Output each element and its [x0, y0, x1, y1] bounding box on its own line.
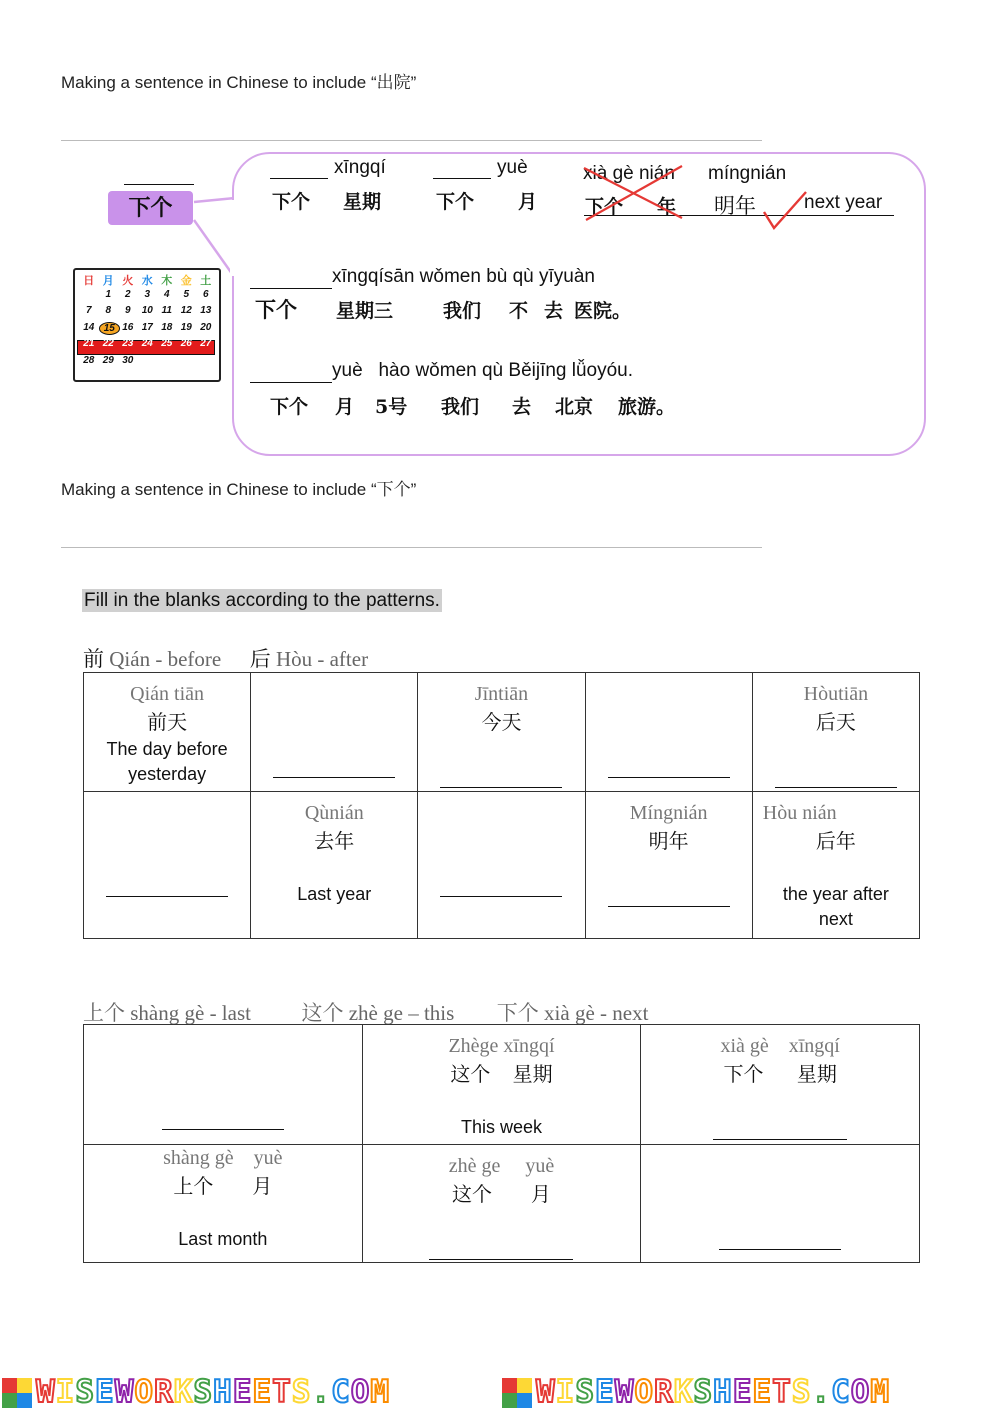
py-row3: yuè hào wǒmen qù Běijīng lǚoyóu. — [332, 360, 634, 381]
zh-row2-bu: 不 — [509, 300, 529, 322]
qian-label: Qián - before — [109, 647, 222, 671]
cell-zh: 这个 月 — [452, 1184, 551, 1206]
cell-blank-shangxingqi[interactable] — [84, 1025, 363, 1145]
blank-line[interactable] — [608, 777, 730, 778]
calendar-day: 13 — [200, 305, 212, 316]
cell-py: Míngnián — [629, 802, 708, 824]
cell-zh: 去年 — [314, 831, 355, 853]
cell-en: yesterday — [128, 764, 207, 784]
xia-char: 下个 — [496, 1001, 539, 1025]
calendar-day: 26 — [180, 338, 192, 349]
calendar-day: 22 — [102, 338, 114, 349]
cell-py: zhè ge yuè — [448, 1155, 555, 1177]
cell-zh: 前天 — [147, 712, 188, 734]
zh-yue: 月 — [518, 191, 538, 213]
calendar-day: 9 — [124, 305, 131, 316]
py-mingnian: míngnián — [708, 163, 787, 184]
blank-line[interactable] — [429, 1259, 573, 1260]
cell-py: xià gè xīngqí — [720, 1035, 840, 1057]
cell-py: Hòu nián — [762, 802, 837, 824]
cell-en: The day before — [106, 739, 228, 759]
cell-qiantian — [84, 673, 251, 792]
cell-en: Last month — [178, 1229, 268, 1249]
blank-line[interactable] — [608, 906, 730, 907]
zh-row2-xingqisan: 星期三 — [336, 300, 394, 322]
bubble-tail-mask — [230, 200, 236, 276]
calendar-weekday: 土 — [200, 275, 212, 287]
calendar-day: 21 — [83, 338, 95, 349]
cell-zh: 这个 星期 — [450, 1064, 553, 1086]
calendar-day: 23 — [122, 338, 134, 349]
hou-label: Hòu - after — [275, 647, 369, 671]
cell-qunian — [251, 792, 418, 939]
instructions-text: Fill in the blanks according to the patterns. — [84, 590, 440, 611]
calendar-day: 20 — [200, 321, 212, 333]
hou-char: 后 — [249, 647, 271, 671]
xiage-tag: 下个 — [108, 191, 193, 225]
watermark-text: WISEWORKSHEETS.COM — [36, 1374, 391, 1410]
blank-line[interactable] — [713, 1139, 847, 1140]
zh-xiage-1: 下个 — [272, 191, 311, 213]
zh-row3-women: 我们 — [441, 396, 480, 418]
answer-line-1[interactable] — [61, 140, 762, 141]
watermark-text: WISEWORKSHEETS.COM — [536, 1374, 891, 1410]
calendar-weekday: 月 — [102, 275, 114, 287]
shang-char: 上个 — [83, 1001, 125, 1025]
cell-en: This week — [460, 1117, 542, 1137]
shang-label: shàng gè - last — [130, 1001, 251, 1025]
cell-houtian — [752, 673, 919, 792]
cell-blank-tomorrow[interactable] — [585, 673, 752, 792]
cell-zh: 上个 月 — [173, 1176, 273, 1198]
cell-shangyue — [84, 1145, 363, 1263]
blank-line[interactable] — [273, 777, 395, 778]
section1-heading — [83, 643, 368, 673]
cell-blank-yesterday[interactable] — [251, 673, 418, 792]
section2-heading — [83, 997, 648, 1027]
calendar-day: 15 — [99, 322, 121, 335]
calendar-day: 24 — [141, 338, 153, 349]
blank-line[interactable] — [719, 1249, 841, 1250]
calendar-day: 27 — [200, 338, 212, 349]
cell-zh: 后天 — [815, 712, 856, 734]
xia-label: xià gè - next — [544, 1001, 649, 1025]
zhe-char: 这个 — [301, 1001, 344, 1025]
wiseworksheets-logo-icon — [2, 1378, 32, 1408]
cell-zh: 下个 星期 — [723, 1064, 837, 1086]
zh-row3-lvyou: 旅游。 — [618, 396, 676, 418]
cell-zheyue — [362, 1145, 641, 1263]
calendar-day: 25 — [161, 338, 173, 349]
calendar-day: 1 — [105, 288, 112, 300]
calendar-day: 2 — [124, 288, 131, 300]
prompt-xiage: Making a sentence in Chinese to include “下个” — [61, 480, 417, 499]
cross-mark-icon — [578, 160, 690, 226]
calendar-day: 5 — [183, 288, 190, 300]
cell-hounian — [752, 792, 919, 939]
calendar-day: 19 — [180, 321, 192, 333]
blank-line[interactable] — [775, 787, 897, 788]
py-xiagenian: xià gè nián — [583, 163, 675, 184]
cell-jintian — [418, 673, 585, 792]
cell-py: shàng gè yuè — [163, 1147, 283, 1169]
calendar-image — [73, 268, 221, 382]
calendar-day: 29 — [102, 354, 114, 366]
zh-xingqi: 星期 — [343, 191, 382, 213]
cell-py: Hòutiān — [803, 683, 869, 705]
zh-row2-yiyuan: 医院。 — [574, 300, 632, 322]
tag-blank[interactable] — [124, 184, 194, 185]
calendar-day: 18 — [161, 321, 173, 333]
calendar-day: 8 — [105, 305, 112, 316]
cell-en: Last year — [297, 884, 372, 904]
calendar-day: 4 — [163, 288, 170, 300]
cell-mingnian — [585, 792, 752, 939]
cell-py: Jīntiān — [474, 683, 529, 705]
py-row2: xīngqísān wǒmen bù qù yīyuàn — [332, 266, 596, 287]
blank-line[interactable] — [440, 896, 562, 897]
cell-xiaxingqi — [641, 1025, 920, 1145]
calendar-day: 30 — [122, 354, 134, 366]
prompt-chuyuan: Making a sentence in Chinese to include “出院” — [61, 73, 417, 92]
en-next-year: next year — [804, 192, 883, 213]
calendar-day: 11 — [161, 305, 172, 316]
cell-zh: 今天 — [481, 712, 522, 734]
calendar-day: 14 — [83, 321, 95, 333]
cell-zh: 明年 — [648, 831, 689, 853]
blank-xingqisan[interactable] — [250, 268, 332, 289]
table-shang-zhe-xia — [83, 1024, 920, 1263]
cell-zh: 后年 — [815, 831, 856, 853]
calendar-weekday: 木 — [161, 275, 173, 287]
calendar-day: 12 — [180, 305, 192, 316]
cell-blank-qiannian[interactable] — [84, 792, 251, 939]
calendar-day: 17 — [141, 321, 153, 333]
cell-py: Qùnián — [304, 802, 364, 824]
table-qian-hou — [83, 672, 920, 939]
zh-row3-qu: 去 — [512, 396, 532, 418]
calendar-day: 10 — [141, 305, 153, 316]
blank-yue[interactable] — [433, 158, 491, 179]
instructions — [82, 590, 442, 612]
py-xingqi: xīngqí — [334, 157, 386, 178]
watermark-footer — [0, 1372, 1000, 1413]
cell-py: Qián tiān — [130, 683, 205, 705]
zh-row3-beijing: 北京 — [555, 396, 594, 418]
blank-line[interactable] — [106, 896, 228, 897]
blank-yue-hao[interactable] — [250, 362, 332, 383]
blank-xingqi[interactable] — [270, 158, 328, 179]
py-yue: yuè — [497, 157, 528, 178]
zh-xiage-2: 下个 — [436, 191, 475, 213]
zh-mingnian: 明年 — [714, 195, 756, 218]
check-mark-icon — [760, 188, 810, 234]
blank-line[interactable] — [440, 787, 562, 788]
zh-row2-xiage: 下个 — [255, 297, 297, 322]
zh-row3-5hao: 5号 — [375, 396, 408, 418]
calendar-grid — [75, 270, 219, 380]
calendar-day: 16 — [122, 321, 134, 333]
qian-char: 前 — [83, 647, 104, 671]
zh-row3-yue: 月 — [335, 396, 355, 418]
cell-blank-jinnian[interactable] — [418, 792, 585, 939]
cell-en: next — [818, 909, 853, 929]
wiseworksheets-logo-icon — [502, 1378, 532, 1408]
calendar-day: 3 — [144, 288, 151, 300]
zh-row2-women: 我们 — [443, 300, 482, 322]
calendar-day: 28 — [83, 354, 95, 366]
cell-en: the year after — [782, 884, 889, 904]
zh-nian: 年 — [657, 196, 677, 218]
calendar-weekday: 水 — [141, 275, 153, 287]
answer-line-2[interactable] — [61, 547, 762, 548]
zhe-label: zhè ge – this — [348, 1001, 455, 1025]
calendar-weekday: 金 — [180, 275, 192, 287]
cell-blank-xiayue[interactable] — [641, 1145, 920, 1263]
calendar-day: 7 — [85, 305, 92, 316]
zh-row2-qu: 去 — [544, 300, 564, 322]
blank-line[interactable] — [162, 1129, 284, 1130]
cell-zhexingqi — [362, 1025, 641, 1145]
zh-xiage-3: 下个 — [585, 196, 624, 218]
zh-row3-xiage: 下个 — [270, 396, 309, 418]
cell-py: Zhège xīngqí — [448, 1035, 555, 1057]
calendar-day: 6 — [202, 288, 209, 300]
calendar-weekday: 日 — [83, 275, 95, 287]
calendar-weekday: 火 — [122, 275, 134, 287]
